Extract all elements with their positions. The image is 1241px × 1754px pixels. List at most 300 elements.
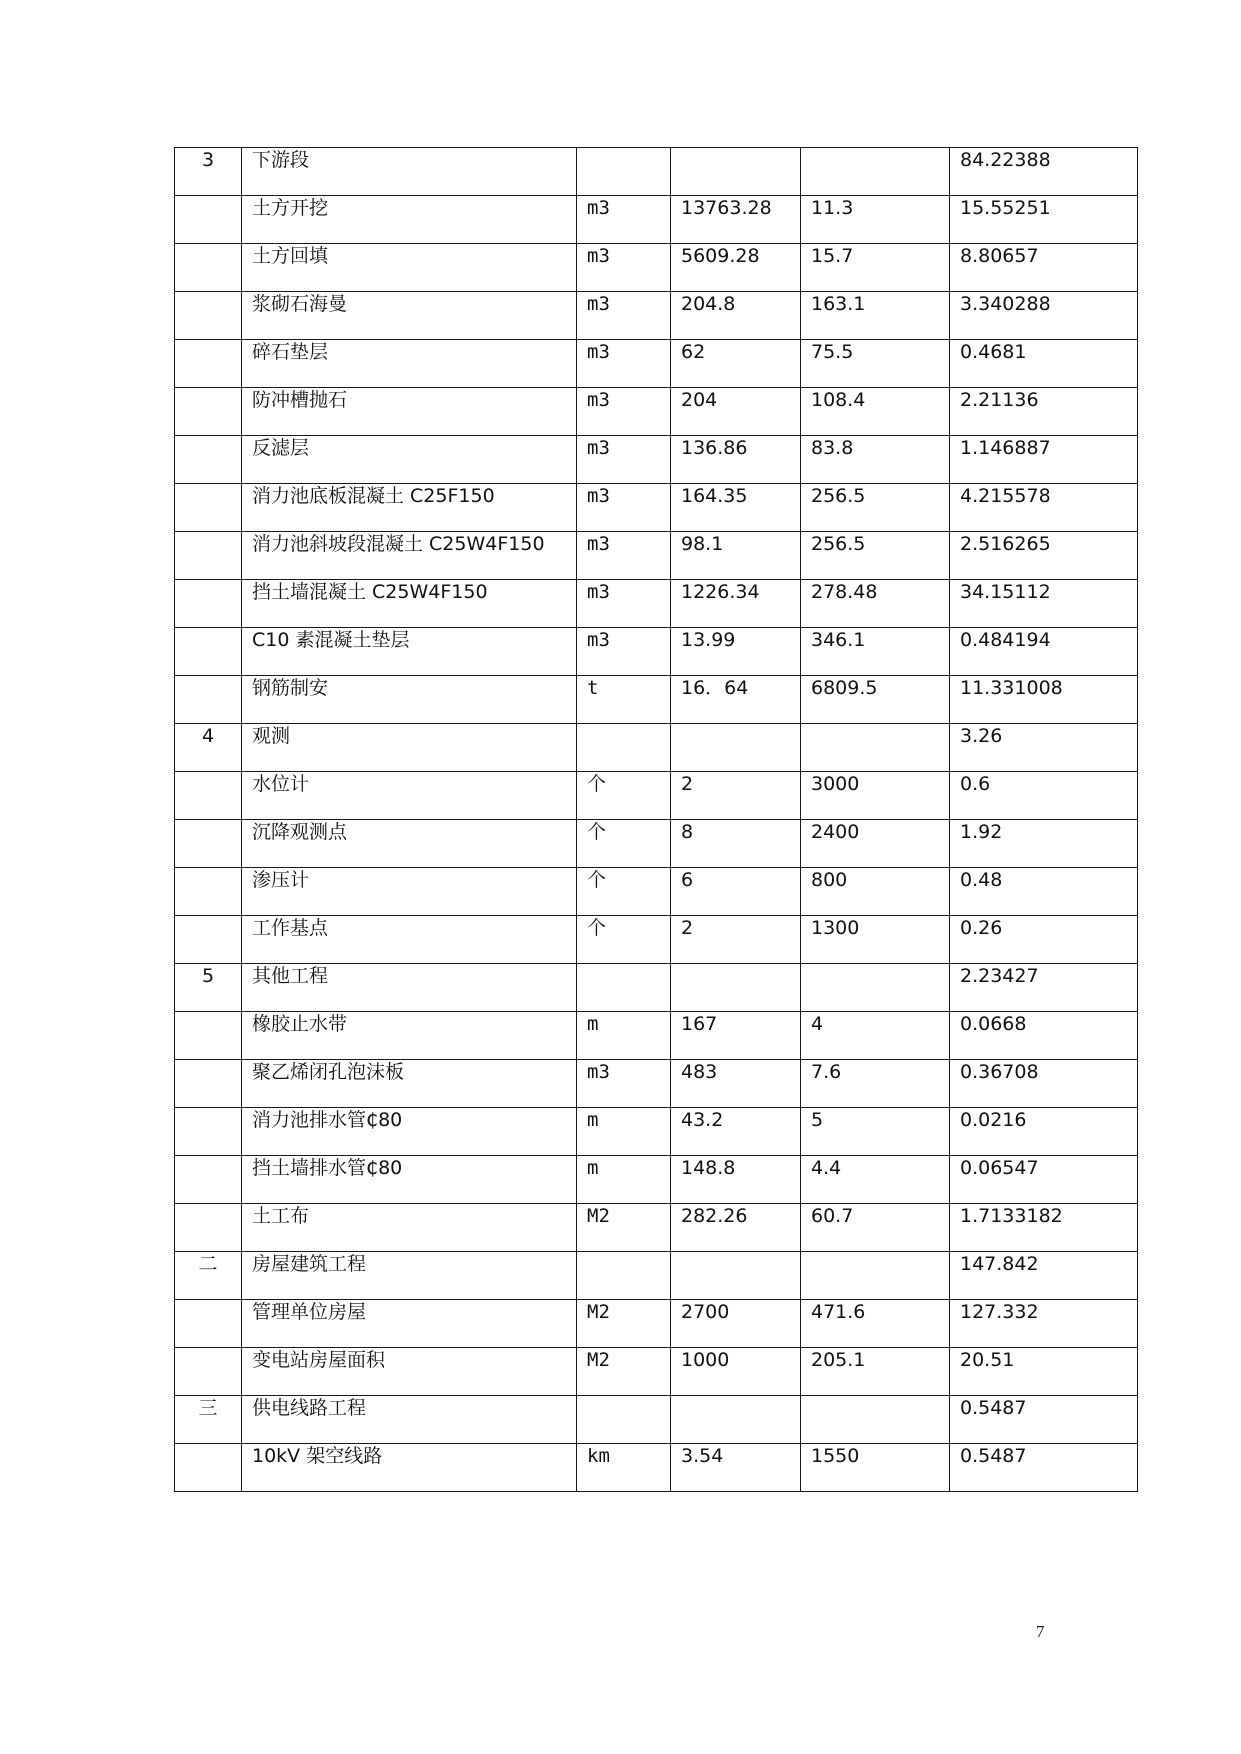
cell-unit (577, 244, 671, 292)
cell-unit-text: m3 (587, 389, 610, 411)
cell-quantity (671, 388, 801, 436)
cell-quantity (671, 244, 801, 292)
cell-number (175, 1060, 242, 1108)
cell-amount (950, 724, 1138, 772)
cell-number-text: 5 (201, 965, 215, 987)
cell-quantity-text: 204.8 (681, 293, 736, 315)
cell-number (175, 148, 242, 196)
cell-unit-text: m3 (587, 341, 610, 363)
cell-quantity (671, 1156, 801, 1204)
cell-amount (950, 532, 1138, 580)
cell-item-name (242, 292, 577, 340)
cell-quantity-text: 1226.34 (681, 581, 760, 603)
cell-quantity-text: 62 (681, 341, 706, 363)
cell-quantity (671, 1204, 801, 1252)
cell-item-name-text: 橡胶止水带 (252, 1013, 348, 1035)
cell-unit (577, 532, 671, 580)
cell-quantity-text: 98.1 (681, 533, 724, 555)
cell-item-name (242, 196, 577, 244)
cell-item-name (242, 388, 577, 436)
cell-unit-text: t (587, 677, 599, 699)
cell-unit (577, 196, 671, 244)
cell-number (175, 1348, 242, 1396)
cell-amount-text: 15.55251 (960, 197, 1051, 219)
cell-amount-text: 11.331008 (960, 677, 1063, 699)
cell-quantity-text: 5609.28 (681, 245, 760, 267)
cell-amount-text: 0.26 (960, 917, 1003, 939)
cell-unit-price-text: 15.7 (811, 245, 854, 267)
cell-item-name-text: 土方回填 (252, 245, 329, 267)
cell-item-name (242, 244, 577, 292)
cell-number (175, 244, 242, 292)
cell-unit-price (801, 628, 950, 676)
cell-unit (577, 1348, 671, 1396)
cell-amount (950, 916, 1138, 964)
cell-number (175, 1108, 242, 1156)
cell-amount-text: 0.5487 (960, 1397, 1027, 1419)
cell-amount-text: 1.146887 (960, 437, 1051, 459)
cell-number (175, 1252, 242, 1300)
cell-amount (950, 772, 1138, 820)
cell-quantity (671, 1396, 801, 1444)
cell-unit-price-text: 108.4 (811, 389, 866, 411)
cell-amount (950, 1252, 1138, 1300)
table-row (175, 388, 1138, 436)
cell-number-text: 3 (201, 149, 215, 171)
cell-quantity (671, 676, 801, 724)
cell-unit-price (801, 196, 950, 244)
cell-amount-text: 0.6 (960, 773, 991, 795)
cell-amount-text: 2.516265 (960, 533, 1051, 555)
table-row (175, 1444, 1138, 1492)
cell-number (175, 964, 242, 1012)
cell-item-name-text: 聚乙烯闭孔泡沫板 (252, 1061, 405, 1083)
cell-item-name-text: 工作基点 (252, 917, 329, 939)
table-row (175, 532, 1138, 580)
cell-unit-price (801, 868, 950, 916)
cell-unit-price-text: 83.8 (811, 437, 854, 459)
table-row (175, 148, 1138, 196)
cell-number (175, 388, 242, 436)
cell-unit-text: m3 (587, 629, 610, 651)
cell-item-name (242, 772, 577, 820)
cell-unit (577, 484, 671, 532)
cell-unit-price-text: 4 (811, 1013, 824, 1035)
cell-amount (950, 388, 1138, 436)
cell-item-name-text: 碎石垫层 (252, 341, 329, 363)
cell-unit-text: 个 (587, 869, 607, 891)
cell-unit-price-text: 11.3 (811, 197, 854, 219)
cell-item-name-text: 消力池排水管₵80 (252, 1109, 403, 1131)
cell-unit-price (801, 1204, 950, 1252)
cell-item-name-text: 管理单位房屋 (252, 1301, 367, 1323)
cell-unit-price (801, 532, 950, 580)
cell-amount-text: 4.215578 (960, 485, 1051, 507)
cell-unit (577, 868, 671, 916)
cell-item-name (242, 148, 577, 196)
cell-item-name (242, 532, 577, 580)
cell-unit-text: m3 (587, 581, 610, 603)
cell-quantity (671, 916, 801, 964)
cell-quantity (671, 1444, 801, 1492)
cell-item-name-text: 水位计 (252, 773, 310, 795)
cell-unit-text: 个 (587, 773, 607, 795)
cell-quantity (671, 772, 801, 820)
cell-unit (577, 628, 671, 676)
cell-quantity-text: 1000 (681, 1349, 730, 1371)
cell-item-name (242, 1396, 577, 1444)
cell-item-name (242, 628, 577, 676)
cell-unit-price-text: 346.1 (811, 629, 866, 651)
cell-amount (950, 1108, 1138, 1156)
cell-unit-text: m (587, 1013, 599, 1035)
table-row (175, 964, 1138, 1012)
cell-quantity (671, 1348, 801, 1396)
cell-item-name-text: 钢筋制安 (252, 677, 329, 699)
cell-item-name (242, 1300, 577, 1348)
cost-table (174, 147, 1138, 1492)
table-row (175, 1012, 1138, 1060)
cell-amount (950, 964, 1138, 1012)
cell-item-name-text: 变电站房屋面积 (252, 1349, 386, 1371)
cell-quantity (671, 196, 801, 244)
cell-unit-price (801, 388, 950, 436)
cell-quantity-text: 6 (681, 869, 694, 891)
cell-unit-price-text: 3000 (811, 773, 860, 795)
cell-quantity (671, 1012, 801, 1060)
cell-amount-text: 0.48 (960, 869, 1003, 891)
cell-item-name-text: 反滤层 (252, 437, 310, 459)
cell-amount (950, 148, 1138, 196)
table-row (175, 580, 1138, 628)
cell-number (175, 772, 242, 820)
cell-quantity-text: 43.2 (681, 1109, 724, 1131)
cell-number (175, 676, 242, 724)
cell-amount-text: 0.0668 (960, 1013, 1027, 1035)
cell-number (175, 1300, 242, 1348)
cell-amount (950, 244, 1138, 292)
cell-amount (950, 1156, 1138, 1204)
cell-unit-text: m3 (587, 1061, 610, 1083)
cell-unit-price-text: 4.4 (811, 1157, 842, 1179)
cell-quantity-text: 13.99 (681, 629, 736, 651)
cell-amount (950, 868, 1138, 916)
cell-unit-price (801, 340, 950, 388)
cell-unit-price (801, 1108, 950, 1156)
cell-unit-price (801, 916, 950, 964)
cell-unit-price-text: 205.1 (811, 1349, 866, 1371)
table-row (175, 724, 1138, 772)
cell-unit (577, 340, 671, 388)
cell-quantity (671, 820, 801, 868)
cell-unit (577, 1060, 671, 1108)
cell-amount (950, 820, 1138, 868)
cell-number (175, 820, 242, 868)
cell-item-name (242, 868, 577, 916)
cell-unit-price (801, 1060, 950, 1108)
cell-amount (950, 484, 1138, 532)
cell-quantity (671, 580, 801, 628)
cell-unit-price (801, 820, 950, 868)
cell-unit-price-text: 5 (811, 1109, 824, 1131)
cell-quantity (671, 532, 801, 580)
cell-number (175, 580, 242, 628)
cell-amount (950, 580, 1138, 628)
cell-quantity-text: 164.35 (681, 485, 748, 507)
cell-item-name-text: 观测 (252, 725, 291, 747)
cell-quantity (671, 628, 801, 676)
cell-quantity-text: 2 (681, 917, 694, 939)
cell-amount (950, 1396, 1138, 1444)
table-row (175, 1156, 1138, 1204)
cell-unit-price (801, 1348, 950, 1396)
cell-amount (950, 292, 1138, 340)
cell-item-name-text: 挡土墙排水管₵80 (252, 1157, 403, 1179)
cell-unit-price (801, 964, 950, 1012)
cell-number-text: 三 (198, 1397, 218, 1419)
cell-unit (577, 1300, 671, 1348)
cell-number (175, 628, 242, 676)
cell-unit-text: m (587, 1157, 599, 1179)
cell-unit (577, 148, 671, 196)
cell-item-name-text: 供电线路工程 (252, 1397, 367, 1419)
cell-unit-text: km (587, 1445, 610, 1467)
cell-unit-text: m3 (587, 293, 610, 315)
cell-unit-price-text: 60.7 (811, 1205, 854, 1227)
cell-item-name-text: 房屋建筑工程 (252, 1253, 367, 1275)
cell-amount (950, 1204, 1138, 1252)
cell-quantity (671, 148, 801, 196)
cell-amount-text: 1.7133182 (960, 1205, 1063, 1227)
table-row (175, 916, 1138, 964)
cell-item-name-text: 渗压计 (252, 869, 310, 891)
cell-unit-price (801, 1396, 950, 1444)
cell-number (175, 1012, 242, 1060)
cell-unit-price (801, 1156, 950, 1204)
cell-item-name (242, 676, 577, 724)
cell-unit-text: M2 (587, 1301, 610, 1323)
cell-amount-text: 0.484194 (960, 629, 1051, 651)
cell-unit-price-text: 256.5 (811, 485, 866, 507)
cell-amount-text: 147.842 (960, 1253, 1039, 1275)
cell-item-name-text: 浆砌石海曼 (252, 293, 348, 315)
cell-unit (577, 1396, 671, 1444)
cell-amount-text: 0.06547 (960, 1157, 1039, 1179)
cell-unit (577, 580, 671, 628)
cell-quantity (671, 724, 801, 772)
cell-unit-text: 个 (587, 917, 607, 939)
cell-item-name (242, 724, 577, 772)
cell-unit-price (801, 676, 950, 724)
cost-table-container (174, 147, 1137, 1492)
cell-item-name-text: 土工布 (252, 1205, 310, 1227)
cell-unit (577, 1252, 671, 1300)
cell-quantity (671, 1300, 801, 1348)
cell-number (175, 340, 242, 388)
cell-amount-text: 84.22388 (960, 149, 1051, 171)
cell-unit-price (801, 436, 950, 484)
cell-item-name-text: 消力池斜坡段混凝土 C25W4F150 (252, 533, 545, 555)
cell-quantity-text: 2 (681, 773, 694, 795)
table-row (175, 676, 1138, 724)
cell-amount-text: 8.80657 (960, 245, 1039, 267)
cell-unit-text: m3 (587, 437, 610, 459)
table-body (175, 148, 1138, 1492)
cell-unit-price-text: 2400 (811, 821, 860, 843)
cell-unit (577, 1012, 671, 1060)
cell-item-name (242, 1204, 577, 1252)
cell-item-name (242, 1156, 577, 1204)
cell-quantity-text: 13763.28 (681, 197, 772, 219)
cell-unit (577, 964, 671, 1012)
cell-quantity (671, 1060, 801, 1108)
cell-item-name-text: 10kV 架空线路 (252, 1445, 383, 1467)
cell-quantity (671, 292, 801, 340)
cell-amount-text: 3.340288 (960, 293, 1051, 315)
cell-unit-price (801, 484, 950, 532)
cell-number-text: 4 (201, 725, 215, 747)
cell-unit-text: 个 (587, 821, 607, 843)
cell-number (175, 868, 242, 916)
cell-number (175, 724, 242, 772)
cell-quantity-text: 148.8 (681, 1157, 736, 1179)
cell-item-name-text: 挡土墙混凝土 C25W4F150 (252, 581, 488, 603)
cell-number (175, 436, 242, 484)
table-row (175, 772, 1138, 820)
cell-item-name (242, 1060, 577, 1108)
cell-unit (577, 724, 671, 772)
cell-unit-price-text: 1550 (811, 1445, 860, 1467)
cell-amount-text: 20.51 (960, 1349, 1015, 1371)
table-row (175, 1300, 1138, 1348)
cell-number (175, 196, 242, 244)
cell-quantity (671, 436, 801, 484)
cell-amount (950, 1300, 1138, 1348)
cell-unit-text: m3 (587, 197, 610, 219)
cell-unit-text: m3 (587, 485, 610, 507)
cell-item-name-text: 下游段 (252, 149, 310, 171)
cell-amount (950, 1348, 1138, 1396)
cell-quantity-text: 3.54 (681, 1445, 724, 1467)
cell-item-name-text: 土方开挖 (252, 197, 329, 219)
cell-unit-price (801, 1444, 950, 1492)
cell-unit-price-text: 471.6 (811, 1301, 866, 1323)
cell-item-name-text: 沉降观测点 (252, 821, 348, 843)
cell-number (175, 532, 242, 580)
cell-unit-price-text: 256.5 (811, 533, 866, 555)
cell-unit-price (801, 244, 950, 292)
cell-amount-text: 2.21136 (960, 389, 1039, 411)
table-row (175, 628, 1138, 676)
cell-unit (577, 1444, 671, 1492)
cell-unit (577, 292, 671, 340)
cell-item-name (242, 1108, 577, 1156)
cell-unit-price-text: 1300 (811, 917, 860, 939)
cell-item-name-text: 防冲槽抛石 (252, 389, 348, 411)
cell-amount (950, 628, 1138, 676)
cell-unit-price-text: 75.5 (811, 341, 854, 363)
table-row (175, 340, 1138, 388)
cell-unit-price-text: 6809.5 (811, 677, 878, 699)
cell-unit-price (801, 580, 950, 628)
cell-quantity-text: 136.86 (681, 437, 748, 459)
cell-unit (577, 436, 671, 484)
cell-amount (950, 196, 1138, 244)
cell-item-name (242, 1252, 577, 1300)
cell-quantity (671, 1108, 801, 1156)
cell-item-name (242, 1348, 577, 1396)
cell-item-name (242, 964, 577, 1012)
cell-unit-price-text: 800 (811, 869, 848, 891)
cell-unit-price-text: 7.6 (811, 1061, 842, 1083)
cell-item-name-text: 消力池底板混凝土 C25F150 (252, 485, 495, 507)
cell-amount (950, 1444, 1138, 1492)
cell-amount (950, 676, 1138, 724)
cell-quantity (671, 964, 801, 1012)
cell-number (175, 1204, 242, 1252)
cell-unit (577, 916, 671, 964)
cell-amount-text: 2.23427 (960, 965, 1039, 987)
page-number: 7 (1036, 1622, 1045, 1641)
cell-number (175, 292, 242, 340)
cell-amount-text: 127.332 (960, 1301, 1039, 1323)
cell-number (175, 484, 242, 532)
table-row (175, 1108, 1138, 1156)
cell-quantity-text: 483 (681, 1061, 718, 1083)
cell-number-text: 二 (198, 1253, 218, 1275)
cell-quantity-text: 167 (681, 1013, 718, 1035)
cell-item-name (242, 820, 577, 868)
cell-unit-text: M2 (587, 1349, 610, 1371)
cell-number (175, 916, 242, 964)
cell-quantity-text: 2700 (681, 1301, 730, 1323)
cell-unit-text: M2 (587, 1205, 610, 1227)
cell-unit-price (801, 148, 950, 196)
cell-unit-price-text: 278.48 (811, 581, 878, 603)
cell-number (175, 1444, 242, 1492)
cell-item-name (242, 340, 577, 388)
cell-quantity-text: 282.26 (681, 1205, 748, 1227)
cell-item-name (242, 484, 577, 532)
cell-quantity (671, 340, 801, 388)
cell-unit-price (801, 1300, 950, 1348)
cell-item-name-text: 其他工程 (252, 965, 329, 987)
table-row (175, 292, 1138, 340)
table-row (175, 1396, 1138, 1444)
cell-item-name (242, 1444, 577, 1492)
cell-amount-text: 0.36708 (960, 1061, 1039, 1083)
cell-unit (577, 1156, 671, 1204)
cell-quantity (671, 484, 801, 532)
table-row (175, 436, 1138, 484)
cell-item-name (242, 916, 577, 964)
cell-amount-text: 34.15112 (960, 581, 1051, 603)
cell-unit-price (801, 1012, 950, 1060)
cell-amount (950, 436, 1138, 484)
cell-quantity (671, 868, 801, 916)
cell-unit-price (801, 292, 950, 340)
table-row (175, 196, 1138, 244)
cell-item-name (242, 580, 577, 628)
cell-item-name-text: C10 素混凝土垫层 (252, 629, 410, 651)
cell-amount-text: 0.0216 (960, 1109, 1027, 1131)
cell-quantity (671, 1252, 801, 1300)
cell-number (175, 1396, 242, 1444)
cell-unit-text: m3 (587, 245, 610, 267)
cell-unit (577, 1108, 671, 1156)
cell-unit-price (801, 1252, 950, 1300)
cell-amount-text: 1.92 (960, 821, 1003, 843)
